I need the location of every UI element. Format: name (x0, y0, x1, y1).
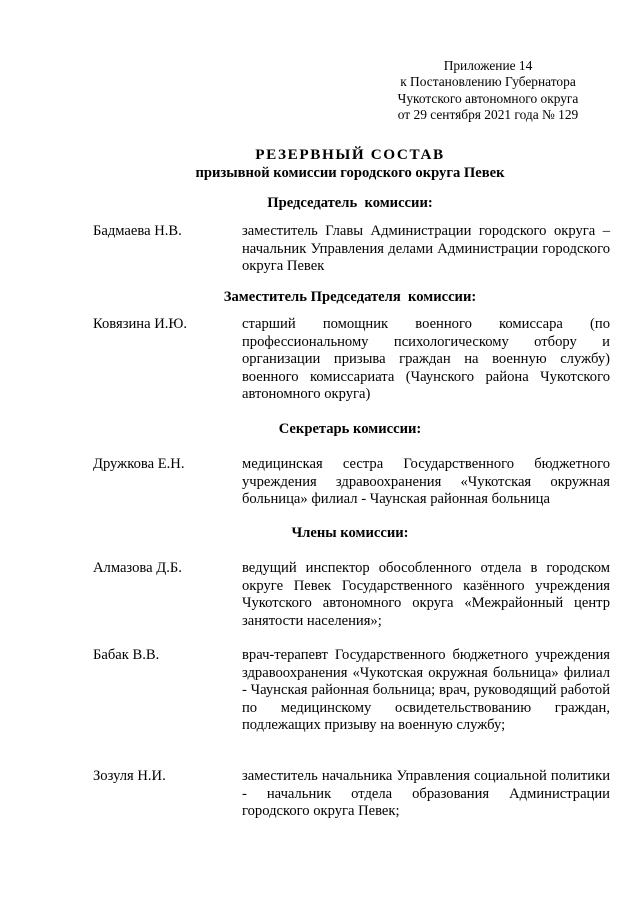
member-name: Алмазова Д.Б. (93, 560, 182, 576)
appendix-line: от 29 сентября 2021 года № 129 (397, 107, 579, 123)
appendix-line: Чукотского автономного округа (397, 90, 579, 106)
document-title: РЕЗЕРВНЫЙ СОСТАВ (255, 146, 445, 163)
appendix-line: к Постановлению Губернатора (400, 74, 576, 90)
appendix-block (392, 58, 584, 124)
section-heading-deputy: Заместитель Председателя комиссии: (223, 289, 477, 305)
member-role: заместитель Главы Администрации городского округа – начальник Управления делами Администрации городского округа Певек (242, 223, 610, 275)
member-name: Ковязина И.Ю. (93, 316, 188, 332)
section-heading-chairman: Председатель комиссии: (267, 195, 433, 211)
member-name: Бабак В.В. (93, 647, 160, 663)
member-role: заместитель начальника Управления социальной политики - начальник отдела образования Администрации городского округа Певек; (242, 768, 610, 820)
section-heading-members: Члены комиссии: (291, 525, 409, 541)
member-role: медицинская сестра Государственного бюджетного учреждения здравоохранения «Чукотская окружная больница» филиал - Чаунская районная больница (242, 456, 610, 508)
appendix-line: Приложение 14 (443, 58, 533, 73)
member-role: старший помощник военного комиссара (по профессиональному психологическому отбору и организации призыва граждан на военную службу) военного комиссариата (Чаунского района Чукотского автономного округа) (242, 316, 610, 403)
member-role: ведущий инспектор обособленного отдела в городском округе Певек Государственного казённого учреждения Чукотского автономного округа «Межрайонный центр занятости населения»; (242, 560, 610, 629)
document-subtitle: призывной комиссии городского округа Певек (195, 165, 505, 181)
member-name: Дружкова Е.Н. (93, 456, 185, 472)
member-name: Бадмаева Н.В. (93, 223, 182, 239)
section-heading-secretary: Секретарь комиссии: (278, 421, 422, 437)
member-role: врач-терапевт Государственного бюджетного учреждения здравоохранения «Чукотская окружная больница» филиал - Чаунская районная больница; врач, руководящий работой по медицинскому освидетельствованию граждан, подлежащих призыву на военную службу; (242, 647, 610, 734)
member-name: Зозуля Н.И. (93, 768, 166, 784)
